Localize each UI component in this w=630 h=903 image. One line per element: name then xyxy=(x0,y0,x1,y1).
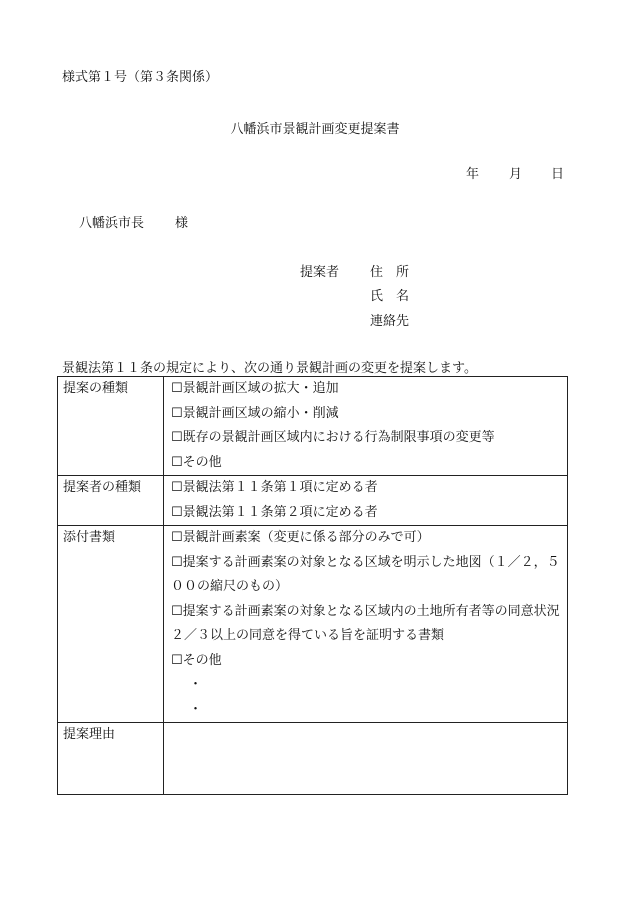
proposer-address-label: 住 所 xyxy=(370,265,410,280)
proposer-name-label: 氏 名 xyxy=(370,289,410,304)
proposal-type-row xyxy=(58,377,568,476)
proposal-type-option[interactable]: ☐景観計画区域の拡大・追加 xyxy=(171,381,339,396)
checkbox-icon[interactable]: ☐ xyxy=(171,454,183,470)
proposal-type-option[interactable]: ☐その他 xyxy=(171,454,222,470)
proposal-type-label: 提案の種類 xyxy=(58,377,164,476)
addressee-honorific: 様 xyxy=(175,216,189,231)
proposer-contact-label: 連絡先 xyxy=(370,314,410,329)
attachment-option[interactable]: ☐景観計画素案（変更に係る部分のみで可） xyxy=(171,530,430,545)
proposal-type-options xyxy=(164,377,568,476)
attachment-option[interactable]: ☐提案する計画素案の対象となる区域内の土地所有者等の同意状況２／３以上の同意を得ている旨を証明する書類 xyxy=(171,603,560,643)
proposal-type-option[interactable]: ☐既存の景観計画区域内における行為制限事項の変更等 xyxy=(171,430,495,445)
date-year-label: 年 xyxy=(466,167,480,182)
intro-text: 景観法第１１条の規定により、次の通り景観計画の変更を提案します。 xyxy=(62,361,477,376)
checkbox-icon[interactable]: ☐ xyxy=(171,530,183,545)
attachment-bullet: ・ xyxy=(189,701,203,717)
attachments-row xyxy=(58,526,568,723)
proposer-label: 提案者 xyxy=(300,265,340,280)
proposer-type-option[interactable]: ☐景観法第１１条第１項に定める者 xyxy=(171,480,378,495)
checkbox-icon[interactable]: ☐ xyxy=(171,480,183,495)
document-title: 八幡浜市景観計画変更提案書 xyxy=(230,122,400,137)
proposer-type-row xyxy=(58,476,568,526)
attachment-bullet: ・ xyxy=(189,677,203,692)
checkbox-icon[interactable]: ☐ xyxy=(171,652,183,668)
attachments-label: 添付書類 xyxy=(58,526,164,723)
addressee xyxy=(79,212,219,231)
proposal-form-table xyxy=(57,376,568,795)
date-line xyxy=(0,163,630,182)
reason-label: 提案理由 xyxy=(58,723,164,795)
attachment-option[interactable]: ☐その他 xyxy=(171,652,222,668)
proposer-type-option[interactable]: ☐景観法第１１条第２項に定める者 xyxy=(171,504,378,520)
checkbox-icon[interactable]: ☐ xyxy=(171,381,183,396)
form-number: 様式第１号（第３条関係） xyxy=(62,70,219,85)
reason-row xyxy=(58,723,568,795)
proposer-type-options xyxy=(164,476,568,526)
attachment-option[interactable]: ☐提案する計画素案の対象となる区域を明示した地図（１／２，５００の縮尺のもの） xyxy=(171,554,560,594)
date-day-label: 日 xyxy=(551,167,565,182)
checkbox-icon[interactable]: ☐ xyxy=(171,554,183,570)
checkbox-icon[interactable]: ☐ xyxy=(171,430,183,445)
checkbox-icon[interactable]: ☐ xyxy=(171,405,183,421)
proposer-type-label: 提案者の種類 xyxy=(58,476,164,526)
addressee-name: 八幡浜市長 xyxy=(79,216,145,231)
reason-field[interactable] xyxy=(164,723,568,795)
checkbox-icon[interactable]: ☐ xyxy=(171,603,183,619)
proposal-type-option[interactable]: ☐景観計画区域の縮小・削減 xyxy=(171,405,339,421)
date-month-label: 月 xyxy=(509,167,523,182)
attachments-options xyxy=(164,526,568,723)
checkbox-icon[interactable]: ☐ xyxy=(171,504,183,520)
